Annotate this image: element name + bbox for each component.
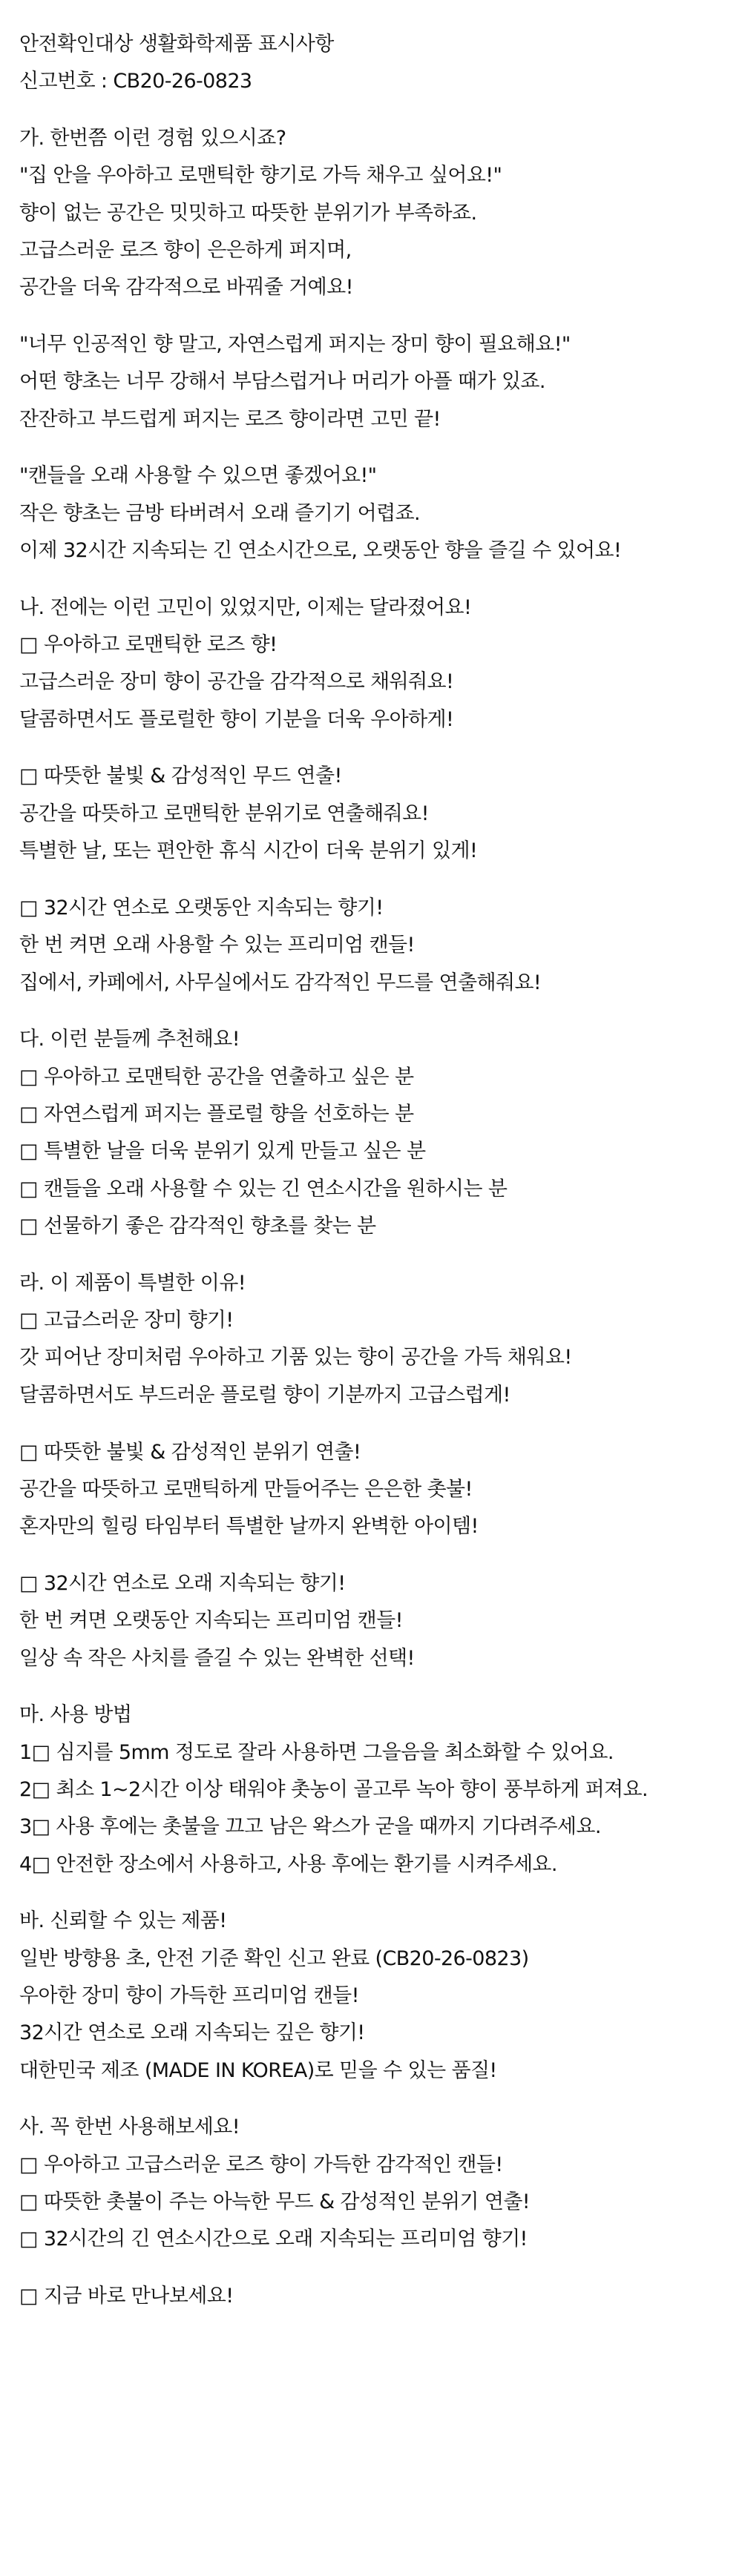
- text-line: 32시간 연소로 오래 지속되는 깊은 향기!: [19, 2021, 365, 2044]
- text-line: 일상 속 작은 사치를 즐길 수 있는 완벽한 선택!: [19, 1647, 415, 1670]
- usage-step: 3□ 사용 후에는 촛불을 끄고 남은 왁스가 굳을 때까지 기다려주세요.: [19, 1815, 601, 1838]
- bullet-item: □ 따뜻한 불빛 & 감성적인 분위기 연출!: [19, 1441, 361, 1464]
- text-line: 대한민국 제조 (MADE IN KOREA)로 믿을 수 있는 품질!: [19, 2059, 497, 2082]
- notice-title: 안전확인대상 생활화학제품 표시사항: [19, 33, 334, 56]
- bullet-item: □ 특별한 날을 더욱 분위기 있게 만들고 싶은 분: [19, 1140, 426, 1163]
- bullet-item: □ 선물하기 좋은 감각적인 향초를 찾는 분: [19, 1215, 376, 1238]
- text-line: 우아한 장미 향이 가득한 프리미엄 캔들!: [19, 1984, 359, 2007]
- section-heading: 마. 사용 방법: [19, 1703, 132, 1726]
- bullet-item: □ 32시간의 긴 연소시간으로 오래 지속되는 프리미엄 향기!: [19, 2227, 528, 2250]
- text-line: 잔잔하고 부드럽게 퍼지는 로즈 향이라면 고민 끝!: [19, 408, 441, 431]
- text-line: 한 번 켜면 오래 사용할 수 있는 프리미엄 캔들!: [19, 934, 415, 957]
- text-line: 일반 방향용 초, 안전 기준 확인 신고 완료 (CB20-26-0823): [19, 1947, 529, 1970]
- bullet-item: □ 32시간 연소로 오래 지속되는 향기!: [19, 1572, 346, 1595]
- bullet-item: □ 자연스럽게 퍼지는 플로럴 향을 선호하는 분: [19, 1103, 414, 1126]
- text-line: 한 번 켜면 오랫동안 지속되는 프리미엄 캔들!: [19, 1609, 403, 1632]
- text-line: 공간을 따뜻하고 로맨틱한 분위기로 연출해줘요!: [19, 802, 429, 825]
- section-heading: 다. 이런 분들께 추천해요!: [19, 1028, 240, 1051]
- text-line: "너무 인공적인 향 말고, 자연스럽게 퍼지는 장미 향이 필요해요!": [19, 333, 571, 356]
- bullet-item: □ 고급스러운 장미 향기!: [19, 1309, 234, 1332]
- bullet-item: □ 캔들을 오래 사용할 수 있는 긴 연소시간을 원하시는 분: [19, 1178, 508, 1201]
- text-line: 달콤하면서도 부드러운 플로럴 향이 기분까지 고급스럽게!: [19, 1384, 510, 1407]
- text-line: "캔들을 오래 사용할 수 있으면 좋겠어요!": [19, 464, 377, 487]
- text-line: 고급스러운 로즈 향이 은은하게 퍼지며,: [19, 239, 352, 262]
- usage-step: 4□ 안전한 장소에서 사용하고, 사용 후에는 환기를 시켜주세요.: [19, 1853, 557, 1876]
- bullet-item: □ 우아하고 고급스러운 로즈 향이 가득한 감각적인 캔들!: [19, 2153, 503, 2176]
- text-line: 혼자만의 힐링 타임부터 특별한 날까지 완벽한 아이템!: [19, 1515, 479, 1538]
- section-heading: 라. 이 제품이 특별한 이유!: [19, 1272, 246, 1295]
- section-heading: 사. 꼭 한번 사용해보세요!: [19, 2116, 240, 2139]
- text-line: 달콤하면서도 플로럴한 향이 기분을 더욱 우아하게!: [19, 708, 454, 731]
- bullet-item: □ 32시간 연소로 오랫동안 지속되는 향기!: [19, 896, 384, 919]
- closing-line: □ 지금 바로 만나보세요!: [19, 2285, 234, 2308]
- text-line: "집 안을 우아하고 로맨틱한 향기로 가득 채우고 싶어요!": [19, 164, 502, 187]
- text-line: 공간을 따뜻하고 로맨틱하게 만들어주는 은은한 촛불!: [19, 1478, 473, 1501]
- text-line: 향이 없는 공간은 밋밋하고 따뜻한 분위기가 부족하죠.: [19, 202, 477, 225]
- text-line: 갓 피어난 장미처럼 우아하고 기품 있는 향이 공간을 가득 채워요!: [19, 1346, 572, 1369]
- section-heading: 나. 전에는 이런 고민이 있었지만, 이제는 달라졌어요!: [19, 596, 472, 619]
- section-heading: 바. 신뢰할 수 있는 제품!: [19, 1909, 227, 1932]
- text-line: 작은 향초는 금방 타버려서 오래 즐기기 어렵죠.: [19, 502, 421, 525]
- section-heading: 가. 한번쯤 이런 경험 있으시죠?: [19, 127, 286, 150]
- text-line: 고급스러운 장미 향이 공간을 감각적으로 채워줘요!: [19, 670, 454, 693]
- text-line: 공간을 더욱 감각적으로 바꿔줄 거예요!: [19, 276, 353, 299]
- usage-step: 2□ 최소 1~2시간 이상 태워야 촛농이 골고루 녹아 향이 풍부하게 퍼져요.: [19, 1778, 649, 1801]
- report-number: 신고번호 : CB20-26-0823: [19, 70, 252, 93]
- text-line: 집에서, 카페에서, 사무실에서도 감각적인 무드를 연출해줘요!: [19, 971, 542, 994]
- text-line: 특별한 날, 또는 편안한 휴식 시간이 더욱 분위기 있게!: [19, 839, 478, 862]
- bullet-item: □ 우아하고 로맨틱한 로즈 향!: [19, 633, 278, 656]
- bullet-item: □ 우아하고 로맨틱한 공간을 연출하고 싶은 분: [19, 1066, 414, 1089]
- bullet-item: □ 따뜻한 불빛 & 감성적인 무드 연출!: [19, 764, 342, 787]
- bullet-item: □ 따뜻한 촛불이 주는 아늑한 무드 & 감성적인 분위기 연출!: [19, 2190, 531, 2213]
- usage-step: 1□ 심지를 5mm 정도로 잘라 사용하면 그을음을 최소화할 수 있어요.: [19, 1741, 614, 1764]
- text-line: 어떤 향초는 너무 강해서 부담스럽거나 머리가 아플 때가 있죠.: [19, 370, 545, 393]
- text-line: 이제 32시간 지속되는 긴 연소시간으로, 오랫동안 향을 즐길 수 있어요!: [19, 539, 622, 562]
